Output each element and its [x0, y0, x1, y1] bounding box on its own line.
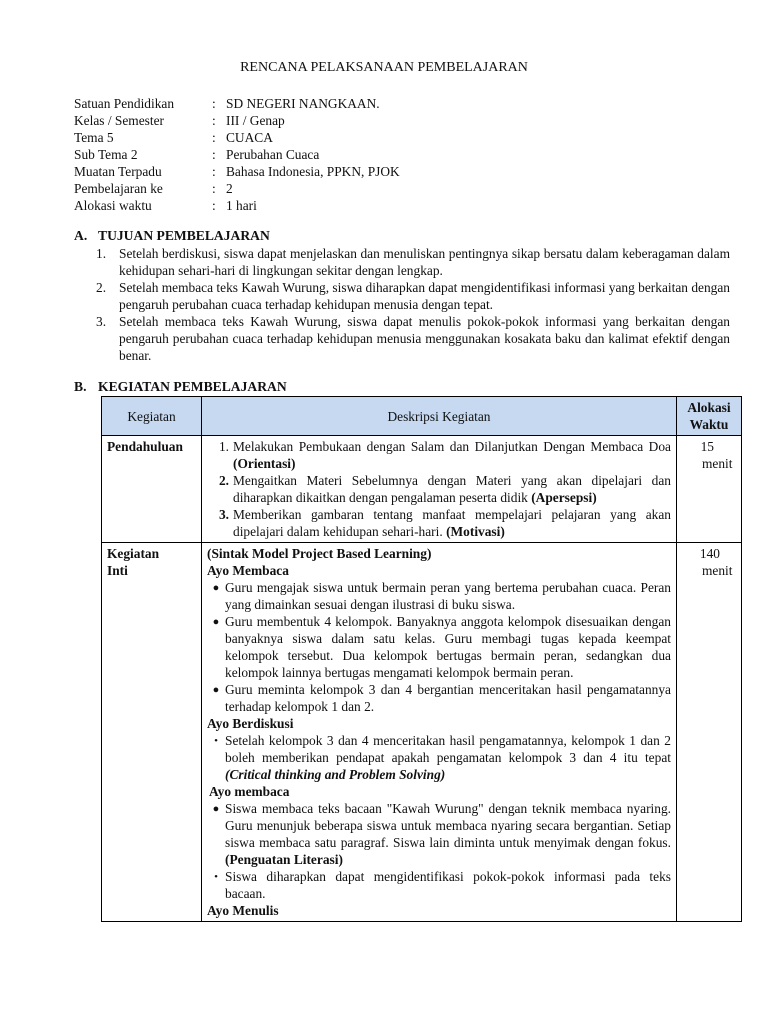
section-b-heading — [74, 379, 287, 395]
item-number: 3. — [96, 314, 107, 329]
list-item — [96, 245, 730, 279]
list-item — [96, 313, 730, 364]
info-colon: : — [212, 147, 216, 162]
info-label: Sub Tema 2 — [74, 147, 138, 162]
info-row — [74, 197, 400, 214]
list-item — [207, 506, 671, 540]
list-item — [96, 279, 730, 313]
info-value: 1 hari — [226, 198, 257, 213]
subheading-ayo-berdiskusi: Ayo Berdiskusi — [207, 716, 294, 731]
header-alokasi: Alokasi Waktu — [677, 397, 742, 436]
item-text: Guru mengajak siswa untuk bermain peran yang bertema perubahan cuaca. Peran yang dimainkan sesuai dengan ilustrasi di buku siswa. — [225, 580, 671, 612]
item-number: 3. — [218, 507, 229, 522]
item-text-plain: Siswa membaca teks bacaan "Kawah Wurung" dengan teknik membaca nyaring. Guru menunjuk beberapa siswa untuk membaca nyaring secara bergantian. Setiap siswa membaca satu paragraf. Siswa lain diminta untuk menyimak dengan fokus. — [225, 801, 671, 850]
item-text — [233, 506, 671, 540]
item-text — [225, 732, 671, 783]
list-item — [207, 472, 671, 506]
table-row — [102, 543, 742, 922]
inti-time — [677, 543, 742, 922]
section-title: KEGIATAN PEMBELAJARAN — [98, 379, 287, 394]
item-text-bold: (Apersepsi) — [531, 490, 597, 505]
phase-pendahuluan: Pendahuluan — [102, 436, 202, 543]
bullet-icon: ● — [212, 684, 220, 696]
pendahuluan-description — [202, 436, 677, 543]
info-colon: : — [212, 96, 216, 111]
info-colon: : — [212, 113, 216, 128]
table-header-row — [102, 397, 742, 436]
document-title: RENCANA PELAKSANAAN PEMBELAJARAN — [240, 60, 528, 75]
list-item — [207, 579, 671, 613]
info-row — [74, 95, 400, 112]
list-item — [207, 868, 671, 902]
info-label: Alokasi waktu — [74, 198, 152, 213]
list-item — [207, 613, 671, 681]
info-label: Muatan Terpadu — [74, 164, 162, 179]
section-letter: B. — [74, 379, 87, 394]
info-colon: : — [212, 130, 216, 145]
item-text-bold-italic: (Critical thinking and Problem Solving) — [225, 767, 446, 782]
subheading-ayo-membaca-2: Ayo membaca — [209, 784, 290, 799]
item-text-plain: Memberikan gambaran tentang manfaat mempelajari pelajaran yang akan dipelajari dalam kehidupan sehari-hari. — [233, 507, 671, 539]
item-text-plain: Melakukan Pembukaan dengan Salam dan Dilanjutkan Dengan Membaca Doa — [233, 439, 671, 454]
bullet-list — [207, 732, 671, 783]
info-row — [74, 129, 400, 146]
item-text-plain: Setelah kelompok 3 dan 4 menceritakan hasil pengamatannya, kelompok 1 dan 2 boleh memberikan pendapat apakah pengamatan kelompok 3 dan 4 itu tepat — [225, 733, 671, 765]
item-text-bold: (Motivasi) — [446, 524, 505, 539]
info-colon: : — [212, 164, 216, 179]
identity-block — [74, 95, 400, 214]
item-number: 1. — [218, 439, 229, 454]
item-text — [233, 438, 671, 472]
info-row — [74, 180, 400, 197]
item-text: Guru meminta kelompok 3 dan 4 bergantian menceritakan hasil pengamatannya terhadap kelompok 1 dan 2. — [225, 682, 671, 714]
list-item — [207, 681, 671, 715]
item-text: Guru membentuk 4 kelompok. Banyaknya anggota kelompok disesuaikan dengan banyaknya siswa dalam satu kelas. Guru membagi tugas kepada keempat kelompok tersebut. Dua kelompok bertugas bermain peran, sedangkan dua kelompok lainnya bertugas mengamati kelompok bermain peran. — [225, 614, 671, 680]
item-number: 2. — [96, 280, 107, 295]
info-label: Kelas / Semester — [74, 113, 164, 128]
info-row — [74, 146, 400, 163]
info-value: 2 — [226, 181, 233, 196]
info-row — [74, 163, 400, 180]
item-text-plain: Mengaitkan Materi Sebelumnya dengan Materi yang akan dipelajari dan diharapkan dikaitkan dengan pengalaman peserta didik — [233, 473, 671, 505]
item-text-bold: (Orientasi) — [233, 456, 296, 471]
header-deskripsi: Deskripsi Kegiatan — [202, 397, 677, 436]
list-item — [207, 732, 671, 783]
pendahuluan-time — [677, 436, 742, 543]
info-label: Satuan Pendidikan — [74, 96, 175, 111]
item-text-bold: (Penguatan Literasi) — [225, 852, 343, 867]
time-value: 15 — [700, 439, 714, 454]
info-label: Pembelajaran ke — [74, 181, 163, 196]
bullet-icon: ● — [212, 582, 220, 594]
model-heading: (Sintak Model Project Based Learning) — [207, 546, 432, 561]
info-value: CUACA — [226, 130, 273, 145]
table-row — [102, 436, 742, 543]
activities-table — [101, 396, 742, 922]
time-unit: menit — [702, 456, 733, 471]
subheading-ayo-menulis: Ayo Menulis — [207, 903, 279, 918]
info-value: SD NEGERI NANGKAAN. — [226, 96, 380, 111]
info-value: Bahasa Indonesia, PPKN, PJOK — [226, 164, 400, 179]
subheading-ayo-membaca: Ayo Membaca — [207, 563, 289, 578]
bullet-list — [207, 800, 671, 902]
phase-inti: Kegiatan Inti — [102, 543, 202, 922]
section-letter: A. — [74, 228, 88, 243]
info-value: III / Genap — [226, 113, 285, 128]
info-colon: : — [212, 198, 216, 213]
bullet-icon: • — [214, 871, 218, 883]
bullet-list — [207, 579, 671, 715]
item-text — [225, 800, 671, 868]
item-text — [233, 472, 671, 506]
list-item — [207, 800, 671, 868]
info-label: Tema 5 — [74, 130, 114, 145]
info-value: Perubahan Cuaca — [226, 147, 320, 162]
section-title: TUJUAN PEMBELAJARAN — [98, 228, 270, 243]
info-colon: : — [212, 181, 216, 196]
item-text: Setelah membaca teks Kawah Wurung, siswa diharapkan dapat mengidentifikasi informasi yang berkaitan dengan pengaruh perubahan cuaca terhadap kehidupan menusia dengan tepat. — [119, 280, 730, 312]
bullet-icon: ● — [212, 616, 220, 628]
info-row — [74, 112, 400, 129]
header-kegiatan: Kegiatan — [102, 397, 202, 436]
bullet-icon: • — [214, 735, 218, 747]
list-item — [207, 438, 671, 472]
pendahuluan-list — [207, 438, 671, 540]
bullet-icon: ● — [212, 803, 220, 815]
time-unit: menit — [702, 563, 733, 578]
item-number: 2. — [218, 473, 229, 488]
item-text: Setelah membaca teks Kawah Wurung, siswa dapat menulis pokok-pokok informasi yang berkaitan dengan pengaruh perubahan cuaca terhadap kehidupan menusia menggunakan kosakata baku dan kalimat efektif dengan benar. — [119, 314, 730, 363]
inti-description — [202, 543, 677, 922]
item-text: Siswa diharapkan dapat mengidentifikasi pokok-pokok informasi pada teks bacaan. — [225, 869, 671, 901]
time-value: 140 — [699, 546, 720, 561]
section-a-heading — [74, 228, 270, 244]
item-text: Setelah berdiskusi, siswa dapat menjelaskan dan menuliskan pentingnya sikap bersatu dalam keberagaman dalam kehidupan sehari-hari di lingkungan sekitar dengan lengkap. — [119, 246, 730, 278]
item-number: 1. — [96, 246, 107, 261]
objectives-list — [96, 245, 730, 364]
